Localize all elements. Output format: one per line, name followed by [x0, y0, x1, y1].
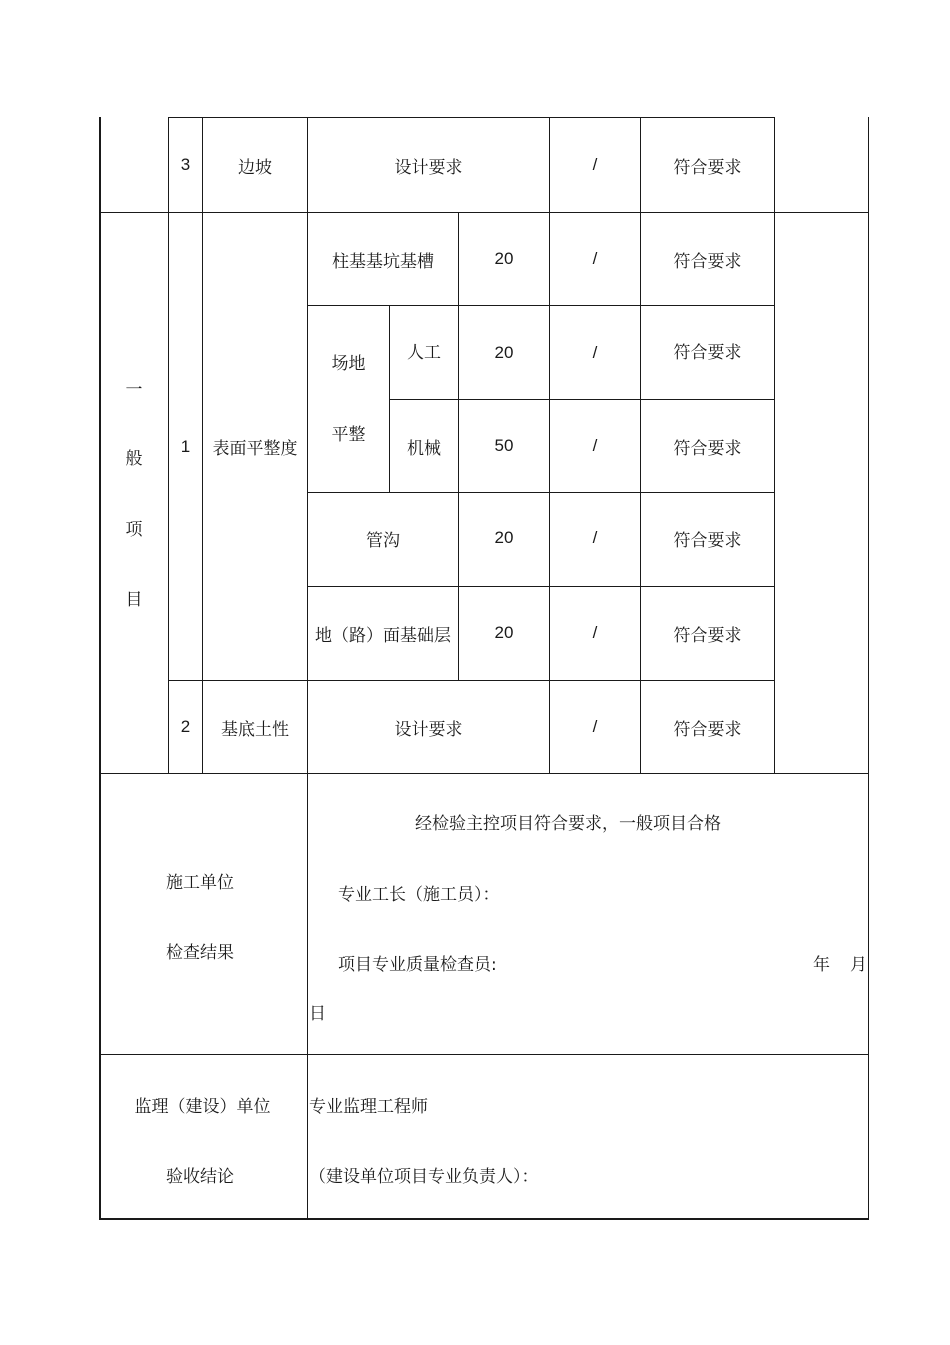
- section-divider: [99, 1054, 869, 1055]
- standard-value: 设计要求: [394, 157, 463, 178]
- check-result: 符合要求: [673, 251, 742, 272]
- sub-item-name: 地（路）面基础层: [315, 625, 451, 646]
- table-border-bottom: [99, 1218, 869, 1220]
- check-result: 符合要求: [673, 625, 742, 646]
- sub-item-name: 人工: [407, 342, 441, 363]
- item-name: 边坡: [238, 157, 272, 178]
- supervision-label: 监理（建设）单位: [134, 1096, 271, 1117]
- inspector-signature-line: 项目专业质量检查员:: [338, 955, 497, 975]
- deviation-value: /: [592, 623, 598, 642]
- deviation-value: /: [592, 717, 598, 736]
- deviation-value: /: [592, 528, 598, 547]
- col-divider: [774, 117, 775, 774]
- tolerance-value: 50: [494, 436, 514, 455]
- item-name: 表面平整度: [212, 439, 298, 459]
- tolerance-value: 20: [494, 528, 514, 547]
- sub-item-name: 管沟: [366, 530, 400, 551]
- date-year-label: 年: [813, 955, 830, 975]
- item-number: 1: [180, 436, 191, 456]
- item-name: 基底土性: [221, 719, 289, 740]
- item-number: 3: [180, 155, 191, 174]
- tolerance-value: 20: [494, 623, 514, 642]
- tolerance-value: 20: [494, 249, 514, 268]
- foreman-signature-line: 专业工长（施工员）：: [338, 885, 500, 905]
- tolerance-value: 20: [494, 342, 514, 362]
- date-month-label: 月: [850, 955, 867, 975]
- deviation-value: /: [592, 249, 598, 268]
- construction-label: 检查结果: [166, 942, 234, 963]
- construction-label: 施工单位: [166, 872, 234, 893]
- category-char: 目: [125, 589, 143, 610]
- check-result: 符合要求: [673, 530, 742, 551]
- deviation-value: /: [592, 155, 598, 174]
- construction-conclusion: 经检验主控项目符合要求，一般项目合格: [415, 814, 721, 834]
- deviation-value: /: [592, 342, 598, 362]
- section-divider: [99, 773, 869, 774]
- item-number: 2: [180, 717, 191, 736]
- supervision-label: 验收结论: [166, 1166, 234, 1187]
- site-group-label: 场地: [331, 353, 366, 374]
- date-day-label: 日: [309, 1004, 326, 1024]
- check-result: 符合要求: [673, 438, 742, 459]
- owner-representative-line: （建设单位项目专业负责人）：: [309, 1167, 539, 1187]
- check-result: 符合要求: [673, 719, 742, 740]
- sub-item-name: 柱基基坑基槽: [332, 251, 434, 272]
- category-char: 项: [125, 519, 143, 540]
- deviation-value: /: [592, 436, 598, 455]
- sub-item-name: 机械: [407, 438, 441, 459]
- standard-value: 设计要求: [394, 719, 463, 740]
- site-group-label: 平整: [331, 424, 366, 445]
- check-result: 符合要求: [673, 157, 742, 178]
- category-char: 般: [125, 448, 143, 469]
- check-result: 符合要求: [673, 342, 742, 363]
- category-char: 一: [125, 379, 143, 400]
- supervising-engineer-line: 专业监理工程师: [309, 1097, 428, 1117]
